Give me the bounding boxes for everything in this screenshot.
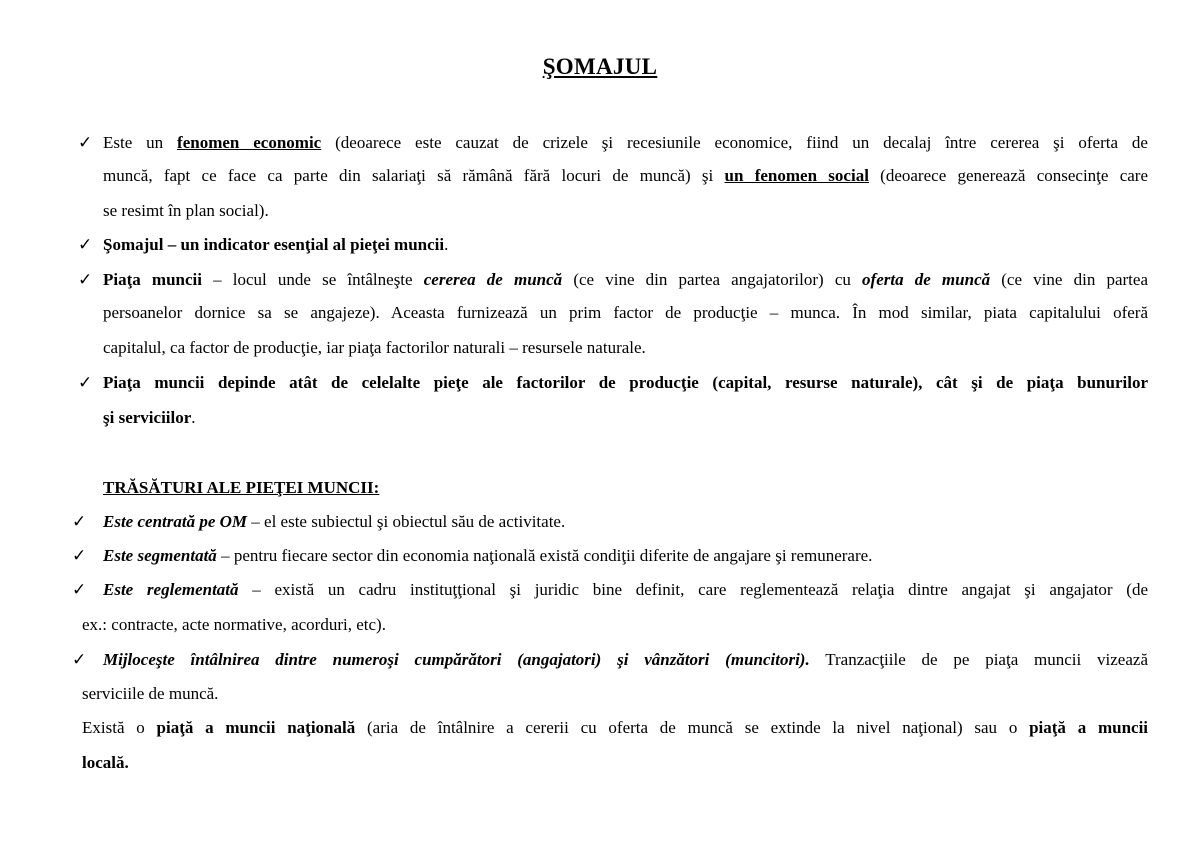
text-run: muncă, fapt ce face ca parte din salariaţi să rămână fără locuri de muncă) şi	[103, 166, 725, 185]
text-run: un fenomen social	[724, 166, 869, 185]
text-run: fenomen economic	[177, 133, 322, 152]
text-run: piaţă a muncii naţională	[156, 718, 356, 737]
bullet-line	[103, 408, 196, 428]
bullet-line	[103, 201, 269, 221]
text-run: locală.	[82, 753, 129, 772]
text-run: Piaţa muncii	[103, 270, 202, 289]
text-run: – pentru fiecare sector din economia naţională există condiţii diferite de angajare şi remunerare.	[216, 546, 873, 565]
bullet-line	[103, 303, 1148, 323]
checkmark-icon: ✓	[78, 270, 93, 289]
text-run: se resimt în plan social).	[103, 201, 269, 220]
bullet-line	[103, 235, 448, 255]
bullet-line	[103, 338, 646, 358]
text-run: .	[191, 408, 196, 427]
text-run: – el este subiectul şi obiectul său de activitate.	[247, 512, 566, 531]
paragraph-line	[82, 718, 1148, 738]
trait-line	[82, 684, 218, 704]
checkmark-icon: ✓	[72, 580, 87, 599]
trait-line	[103, 580, 1148, 600]
trait-line	[103, 650, 1148, 670]
text-run: – există un cadru instituţţional şi juridic bine definit, care reglementează relaţia dintre angajat şi angajator (de	[238, 580, 1149, 599]
text-run: Este un	[103, 133, 178, 152]
text-run: Mijloceşte întâlnirea dintre numeroşi cumpărători (angajatori) şi vânzători (muncitori).	[103, 650, 810, 669]
text-run: capitalul, ca factor de producţie, iar piaţa factorilor naturali – resursele naturale.	[103, 338, 646, 357]
text-run: Este centrată pe OM	[103, 512, 248, 531]
text-run: Tranzacţiile de pe piaţa muncii vizează	[809, 650, 1148, 669]
bullet-line	[103, 373, 1148, 393]
text-run: (aria de întâlnire a cererii cu oferta de muncă se extinde la nivel naţional) sau o	[355, 718, 1030, 737]
text-run: (deoarece generează consecinţe care	[868, 166, 1148, 185]
bullet-line	[103, 270, 1148, 290]
text-run: cererea de muncă	[423, 270, 563, 289]
text-run: oferta de muncă	[862, 270, 991, 289]
checkmark-icon: ✓	[72, 650, 87, 669]
bullet-line	[103, 166, 1148, 186]
paragraph-line	[82, 753, 129, 773]
text-run: Este reglementată	[103, 580, 239, 599]
checkmark-icon: ✓	[78, 373, 93, 392]
text-run: persoanelor dornice sa se angajeze). Aceasta furnizează un prim factor de producţie – munca. În mod similar, piata capitalului oferă	[103, 303, 1148, 322]
text-run: – locul unde se întâlneşte	[201, 270, 424, 289]
checkmark-icon: ✓	[78, 133, 93, 152]
text-run: Există o	[82, 718, 157, 737]
trait-line	[82, 615, 386, 635]
trait-line	[103, 512, 565, 532]
text-run: piaţă a muncii	[1029, 718, 1149, 737]
checkmark-icon: ✓	[72, 546, 87, 565]
text-run: .	[444, 235, 449, 254]
page-title: ŞOMAJUL	[542, 54, 658, 79]
section-heading: TRĂSĂTURI ALE PIEŢEI MUNCII:	[103, 478, 380, 497]
text-run: Şomajul – un indicator esenţial al pieţei muncii	[103, 235, 445, 254]
text-run: (ce vine din partea	[990, 270, 1148, 289]
text-run: şi serviciilor	[103, 408, 192, 427]
text-run: ex.: contracte, acte normative, acorduri, etc).	[82, 615, 386, 634]
text-run: Piaţa muncii depinde atât de celelalte pieţe ale factorilor de producţie (capital, resurse naturale), cât şi de piaţa bunurilor	[103, 373, 1148, 392]
text-run: Este segmentată	[103, 546, 217, 565]
checkmark-icon: ✓	[72, 512, 87, 531]
text-run: (ce vine din partea angajatorilor) cu	[562, 270, 863, 289]
text-run: serviciile de muncă.	[82, 684, 219, 703]
trait-line	[103, 546, 872, 566]
checkmark-icon: ✓	[78, 235, 93, 254]
bullet-line	[103, 133, 1148, 153]
text-run: (deoarece este cauzat de crizele şi recesiunile economice, fiind un decalaj între cererea şi oferta de	[321, 133, 1148, 152]
